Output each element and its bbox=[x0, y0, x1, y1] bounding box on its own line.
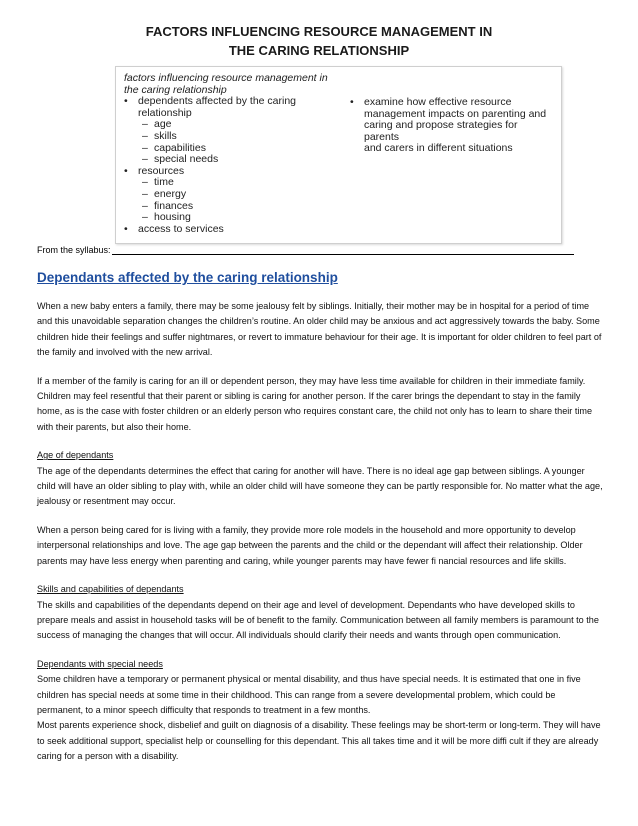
syllabus-sub-item bbox=[124, 212, 344, 224]
bullet-marker bbox=[124, 108, 138, 120]
paragraph: Some children have a temporary or permanent physical or mental disability, and thus have special needs. It is estimated that one in five children has special needs at some time in their childhood. This can range from a severe developmental problem, which could be permanent, to a minor speech difficulty that responds to treatment in a few months. bbox=[37, 674, 581, 715]
syllabus-item-text: capabilities bbox=[154, 141, 206, 154]
syllabus-item-text: relationship bbox=[138, 106, 192, 119]
special-needs-section bbox=[37, 657, 603, 765]
bullet-marker: – bbox=[142, 211, 148, 224]
from-syllabus-label: From the syllabus: bbox=[37, 245, 111, 255]
syllabus-item-text: energy bbox=[154, 187, 187, 200]
syllabus-right-line: examine how effective resource bbox=[364, 96, 512, 108]
skills-section bbox=[37, 582, 603, 644]
bullet-marker: – bbox=[142, 141, 148, 154]
paragraph: The age of the dependants determines the effect that caring for another will have. There is no ideal age gap between siblings. A younger child will have an older sibling to play with, while an older child will have someone they can be partly responsible for. No matter what the age, jealousy or resentment may occur. bbox=[37, 465, 603, 507]
subheading-age: Age of dependants bbox=[37, 450, 114, 461]
bullet-marker: – bbox=[142, 118, 148, 131]
syllabus-right-text bbox=[364, 97, 555, 155]
title-line-2: THE CARING RELATIONSHIP bbox=[228, 43, 410, 58]
paragraph: The skills and capabilities of the dependants depend on their age and level of development. Dependants who have developed skills to prepare meals and assist in household tasks will be of benefit to the family. Communication between all family members is paramount to the success of managing the changes that will occur. All individuals should clarify their needs and wants through open communication. bbox=[37, 599, 599, 641]
subheading-special-needs: Dependants with special needs bbox=[37, 658, 163, 669]
syllabus-item-text: age bbox=[154, 118, 172, 131]
title-line-1: FACTORS INFLUENCING RESOURCE MANAGEMENT IN bbox=[145, 24, 493, 39]
syllabus-left-column bbox=[124, 73, 344, 235]
age-section bbox=[37, 448, 603, 510]
bullet-marker: • bbox=[124, 164, 128, 177]
paragraph: If a member of the family is caring for an ill or dependent person, they may have less time available for children in their immediate family. Children may feel resentful that their parent or sibling is caring for another person. If the carer brings the dependant to stay in the family home, as is the case with foster children or an elderly person who requires constant care, the child not only has to learn to share their time with their parents, but also their home. bbox=[37, 375, 593, 432]
paragraph: When a new baby enters a family, there may be some jealousy felt by siblings. Initially, their mother may be in hospital for a period of time and this unavoidable separation changes the children’s routine. An older child may be anxious and act aggressively towards the baby. Some children hide their feelings and suffer nightmares, or revert to immature behaviour for their age. It is important for older children to feel part of the family and involved with the new arrival. bbox=[37, 301, 602, 358]
section-heading: Dependants affected by the caring relationship bbox=[37, 270, 338, 285]
bullet-marker: – bbox=[142, 199, 148, 212]
body-text bbox=[37, 299, 603, 778]
syllabus-right-column bbox=[350, 97, 555, 155]
paragraph: When a person being cared for is living with a family, they provide more role models in the household and more opportunity to develop interpersonal relationships and love. The age gap between the parents and the child or the dependant will affect their relationship. Older parents may have less energy when parenting and caring, while younger parents may have fewer fi nancial resources and life skills. bbox=[37, 524, 583, 566]
syllabus-sub-item bbox=[124, 154, 344, 166]
underline-rule bbox=[112, 245, 574, 255]
syllabus-item-text: skills bbox=[154, 129, 177, 142]
syllabus-excerpt-box bbox=[115, 66, 562, 244]
syllabus-item-text: access to services bbox=[138, 222, 224, 235]
syllabus-item-text: dependents affected by the caring bbox=[138, 95, 297, 108]
paragraph: Most parents experience shock, disbelief and guilt on diagnosis of a disability. These feelings may be short-term or long-term. They will have to seek additional support, specialist help or counselling for this dependant. This all takes time and it will be more diffi cult if they are already caring for a person with a disability. bbox=[37, 720, 601, 762]
syllabus-sub-item bbox=[124, 131, 344, 143]
bullet-marker: – bbox=[142, 129, 148, 142]
from-syllabus-line bbox=[37, 245, 574, 255]
syllabus-item-text: time bbox=[154, 176, 174, 189]
syllabus-heading-line-1: factors influencing resource management in bbox=[124, 72, 328, 84]
bullet-marker: • bbox=[124, 95, 128, 108]
page-title bbox=[0, 22, 638, 60]
bullet-marker: – bbox=[142, 187, 148, 200]
syllabus-item-text: finances bbox=[154, 199, 194, 212]
bullet-marker: • bbox=[124, 222, 128, 235]
syllabus-item-text: special needs bbox=[154, 153, 219, 166]
syllabus-sub-item bbox=[124, 189, 344, 201]
bullet-marker: • bbox=[350, 96, 354, 108]
bullet-marker: – bbox=[142, 153, 148, 166]
syllabus-right-item bbox=[350, 97, 555, 155]
syllabus-item-text: housing bbox=[154, 211, 191, 224]
bullet-marker: – bbox=[142, 176, 148, 189]
subheading-skills: Skills and capabilities of dependants bbox=[37, 584, 184, 595]
syllabus-item bbox=[124, 224, 344, 236]
syllabus-item-list bbox=[124, 96, 344, 235]
syllabus-heading-line-2: the caring relationship bbox=[124, 83, 227, 96]
syllabus-right-line: caring and propose strategies for parents bbox=[364, 119, 518, 143]
syllabus-right-line: and carers in different situations bbox=[364, 142, 513, 155]
syllabus-item-text: resources bbox=[138, 164, 185, 177]
syllabus-right-line: management impacts on parenting and bbox=[364, 107, 547, 120]
